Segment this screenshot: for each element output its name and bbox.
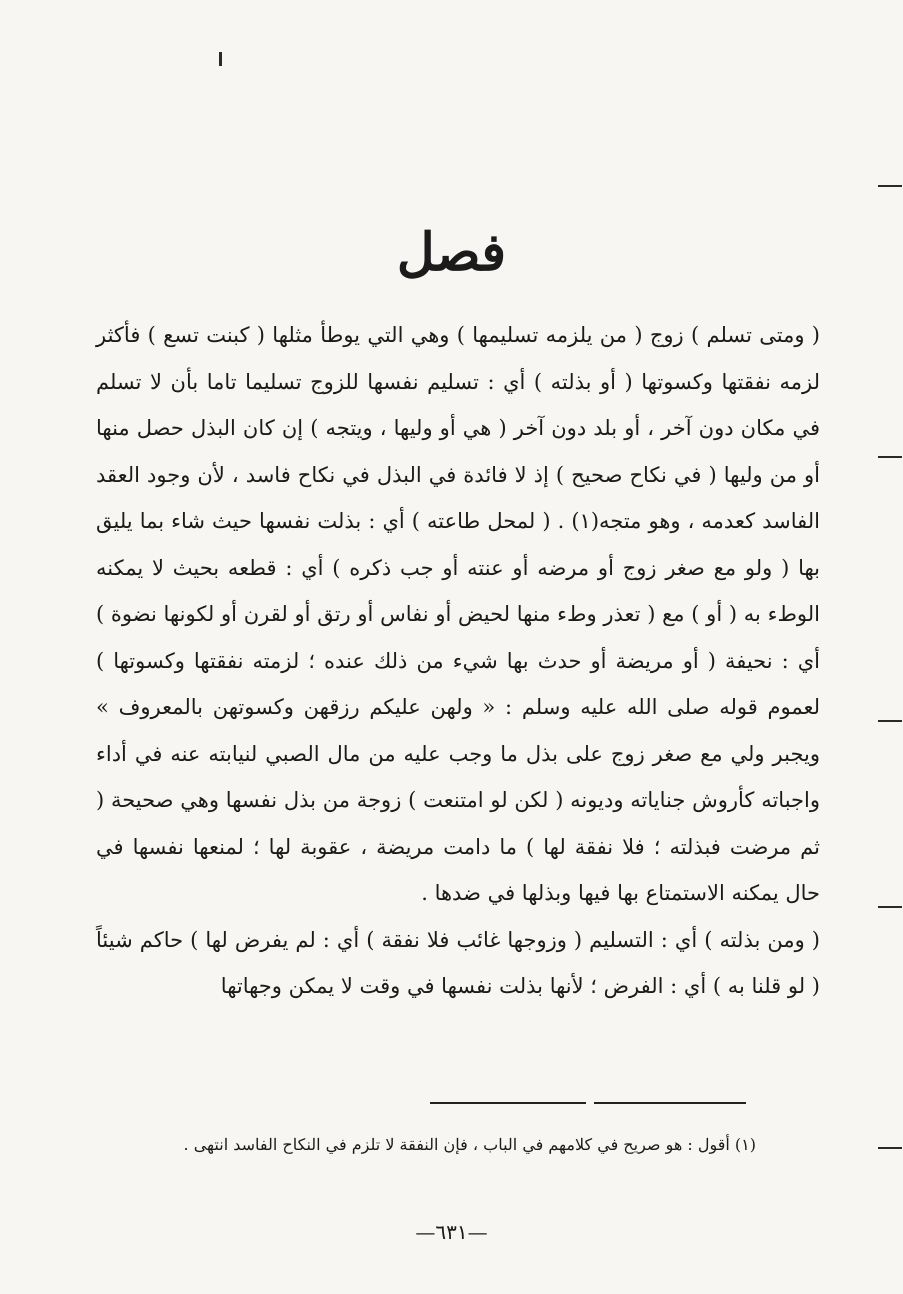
margin-mark [878,456,902,458]
margin-mark [878,906,902,908]
footnote: (١) أقول : هو صريح في كلامهم في الباب ، فإن النفقة لا تلزم في النكاح الفاسد انتهى . [183,1135,756,1154]
footnote-separator [594,1102,746,1104]
margin-mark [878,185,902,187]
footnote-separator [430,1102,586,1104]
margin-mark [878,1147,902,1149]
scan-mark [219,52,222,66]
main-text [96,312,820,1010]
section-heading: فصل [396,222,507,283]
paragraph: ( ومتى تسلم ) زوج ( من يلزمه تسليمها ) وهي التي يوطأ مثلها ( كبنت تسع ) فأكثر لزمه نفقتها وكسوتها ( أو بذلته ) أي : تسليم نفسها للزوج تسليما تاما بأن لا تسلم في مكان دون آخر ، أو بلد دون آخر ( هي أو وليها ، ويتجه ) إن كان البذل حصل منها أو من وليها ( في نكاح صحيح ) إذ لا فائدة في البذل في نكاح فاسد ، لأن وجود العقد الفاسد كعدمه ، وهو متجه(١) . ( لمحل طاعته ) أي : بذلت نفسها حيث شاء بما يليق بها ( ولو مع صغر زوج أو مرضه أو عنته أو جب ذكره ) أي : قطعه بحيث لا يمكنه الوطء به ( أو ) مع ( تعذر وطء منها لحيض أو نفاس أو رتق أو لقرن أو لكونها نضوة ) أي : نحيفة ( أو مريضة أو حدث بها شيء من ذلك عنده ؛ لزمته نفقتها وكسوتها ) لعموم قوله صلى الله عليه وسلم : « ولهن عليكم رزقهن وكسوتهن بالمعروف » ويجبر ولي مع صغر زوج على بذل ما وجب عليه من مال الصبي لنيابته عنه في أداء واجباته كأروش جناياته وديونه ( لكن لو امتنعت ) زوجة من بذل نفسها وهي صحيحة ( ثم مرضت فبذلته ؛ فلا نفقة لها ) ما دامت مريضة ، عقوبة لها ؛ لمنعها نفسها في حال يمكنه الاستمتاع بها فيها وبذلها في ضدها . [96,323,821,905]
margin-mark [878,720,902,722]
page-number: —٦٣١— [415,1220,488,1244]
paragraph: ( ومن بذلته ) أي : التسليم ( وزوجها غائب فلا نفقة ) أي : لم يفرض لها ) حاكم شيئاً ( لو قلنا به ) أي : الفرض ؛ لأنها بذلت نفسها في وقت لا يمكن وجهاتها [96,927,820,998]
